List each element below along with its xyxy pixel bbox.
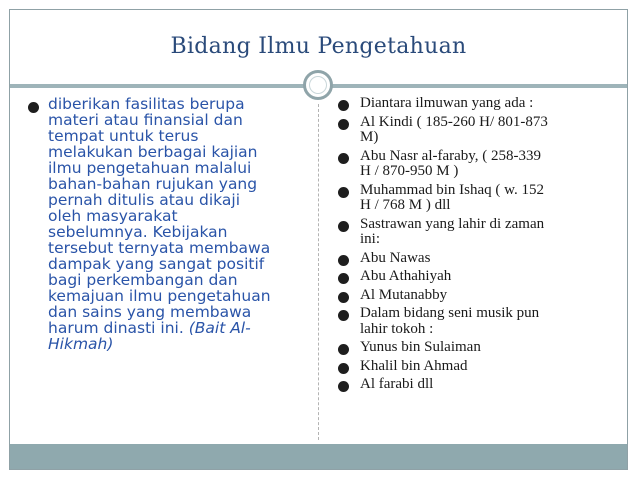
bullet-icon: [338, 310, 349, 321]
right-list-item: [330, 359, 626, 375]
left-bullet-item: [16, 96, 316, 352]
right-list-item-text: Dalam bidang seni musik pun lahir tokoh :: [360, 305, 540, 337]
right-list-item: [330, 306, 626, 337]
right-list-item-text: Sastrawan yang lahir di zaman ini:: [360, 215, 545, 247]
right-list-item-text: Al Kindi ( 185-260 H/ 801-873 M): [360, 113, 548, 145]
bullet-icon: [338, 255, 349, 266]
right-list-item: [330, 115, 626, 146]
left-italic-note: (Bait Al- Hikmah): [48, 319, 251, 353]
footer-bar: [10, 444, 627, 469]
right-list-item: [330, 217, 626, 248]
bullet-icon: [338, 100, 349, 111]
bullet-icon: [338, 292, 349, 303]
bullet-icon: [338, 344, 349, 355]
right-list-item: [330, 251, 626, 267]
right-list-item: [330, 288, 626, 304]
right-list-item-text: Yunus bin Sulaiman: [360, 339, 481, 355]
right-list-item-text: Muhammad bin Ishaq ( w. 152 H / 768 M ) dll: [360, 181, 544, 213]
bullet-icon: [338, 273, 349, 284]
right-list-item-text: Abu Athahiyah: [360, 268, 452, 284]
circle-ornament-inner: [309, 76, 327, 94]
bullet-icon: [338, 119, 349, 130]
column-divider: [318, 104, 319, 440]
bullet-icon: [338, 363, 349, 374]
bullet-icon: [338, 153, 349, 164]
left-bullet-text: [48, 96, 316, 352]
bullet-icon: [338, 187, 349, 198]
right-list-item: [330, 340, 626, 356]
right-list-item-text: Al Mutanabby: [360, 286, 448, 303]
bullet-icon: [28, 102, 39, 113]
slide-title: Bidang Ilmu Pengetahuan: [170, 34, 467, 59]
right-list-item: [330, 269, 626, 285]
right-list-item-text: Diantara ilmuwan yang ada :: [360, 95, 534, 111]
left-body-text: diberikan fasilitas berupa materi atau finansial dan tempat untuk terus melakukan berbagai kajian ilmu pengetahuan malalui bahan-bahan rujukan yang pernah ditulis atau dikaji oleh masyarakat sebelumnya. Kebijakan tersebut ternyata membawa dampak yang sangat positif bagi perkembangan dan kemajuan ilmu pengetahuan dan sains yang membawa harum dinasti ini.: [48, 95, 271, 337]
right-list-item: [330, 149, 626, 180]
left-column: [16, 96, 316, 352]
right-list-item-text: Abu Nasr al-faraby, ( 258-339 H / 870-950 M ): [360, 147, 542, 179]
right-list-item: [330, 96, 626, 112]
bullet-icon: [338, 381, 349, 392]
right-list-item: [330, 183, 626, 214]
right-list-item: [330, 377, 626, 393]
right-list-item-text: Khalil bin Ahmad: [360, 357, 468, 374]
bullet-icon: [338, 221, 349, 232]
right-list-item-text: Abu Nawas: [360, 249, 431, 266]
right-column: [330, 96, 626, 396]
right-list-item-text: Al farabi dll: [360, 376, 434, 392]
